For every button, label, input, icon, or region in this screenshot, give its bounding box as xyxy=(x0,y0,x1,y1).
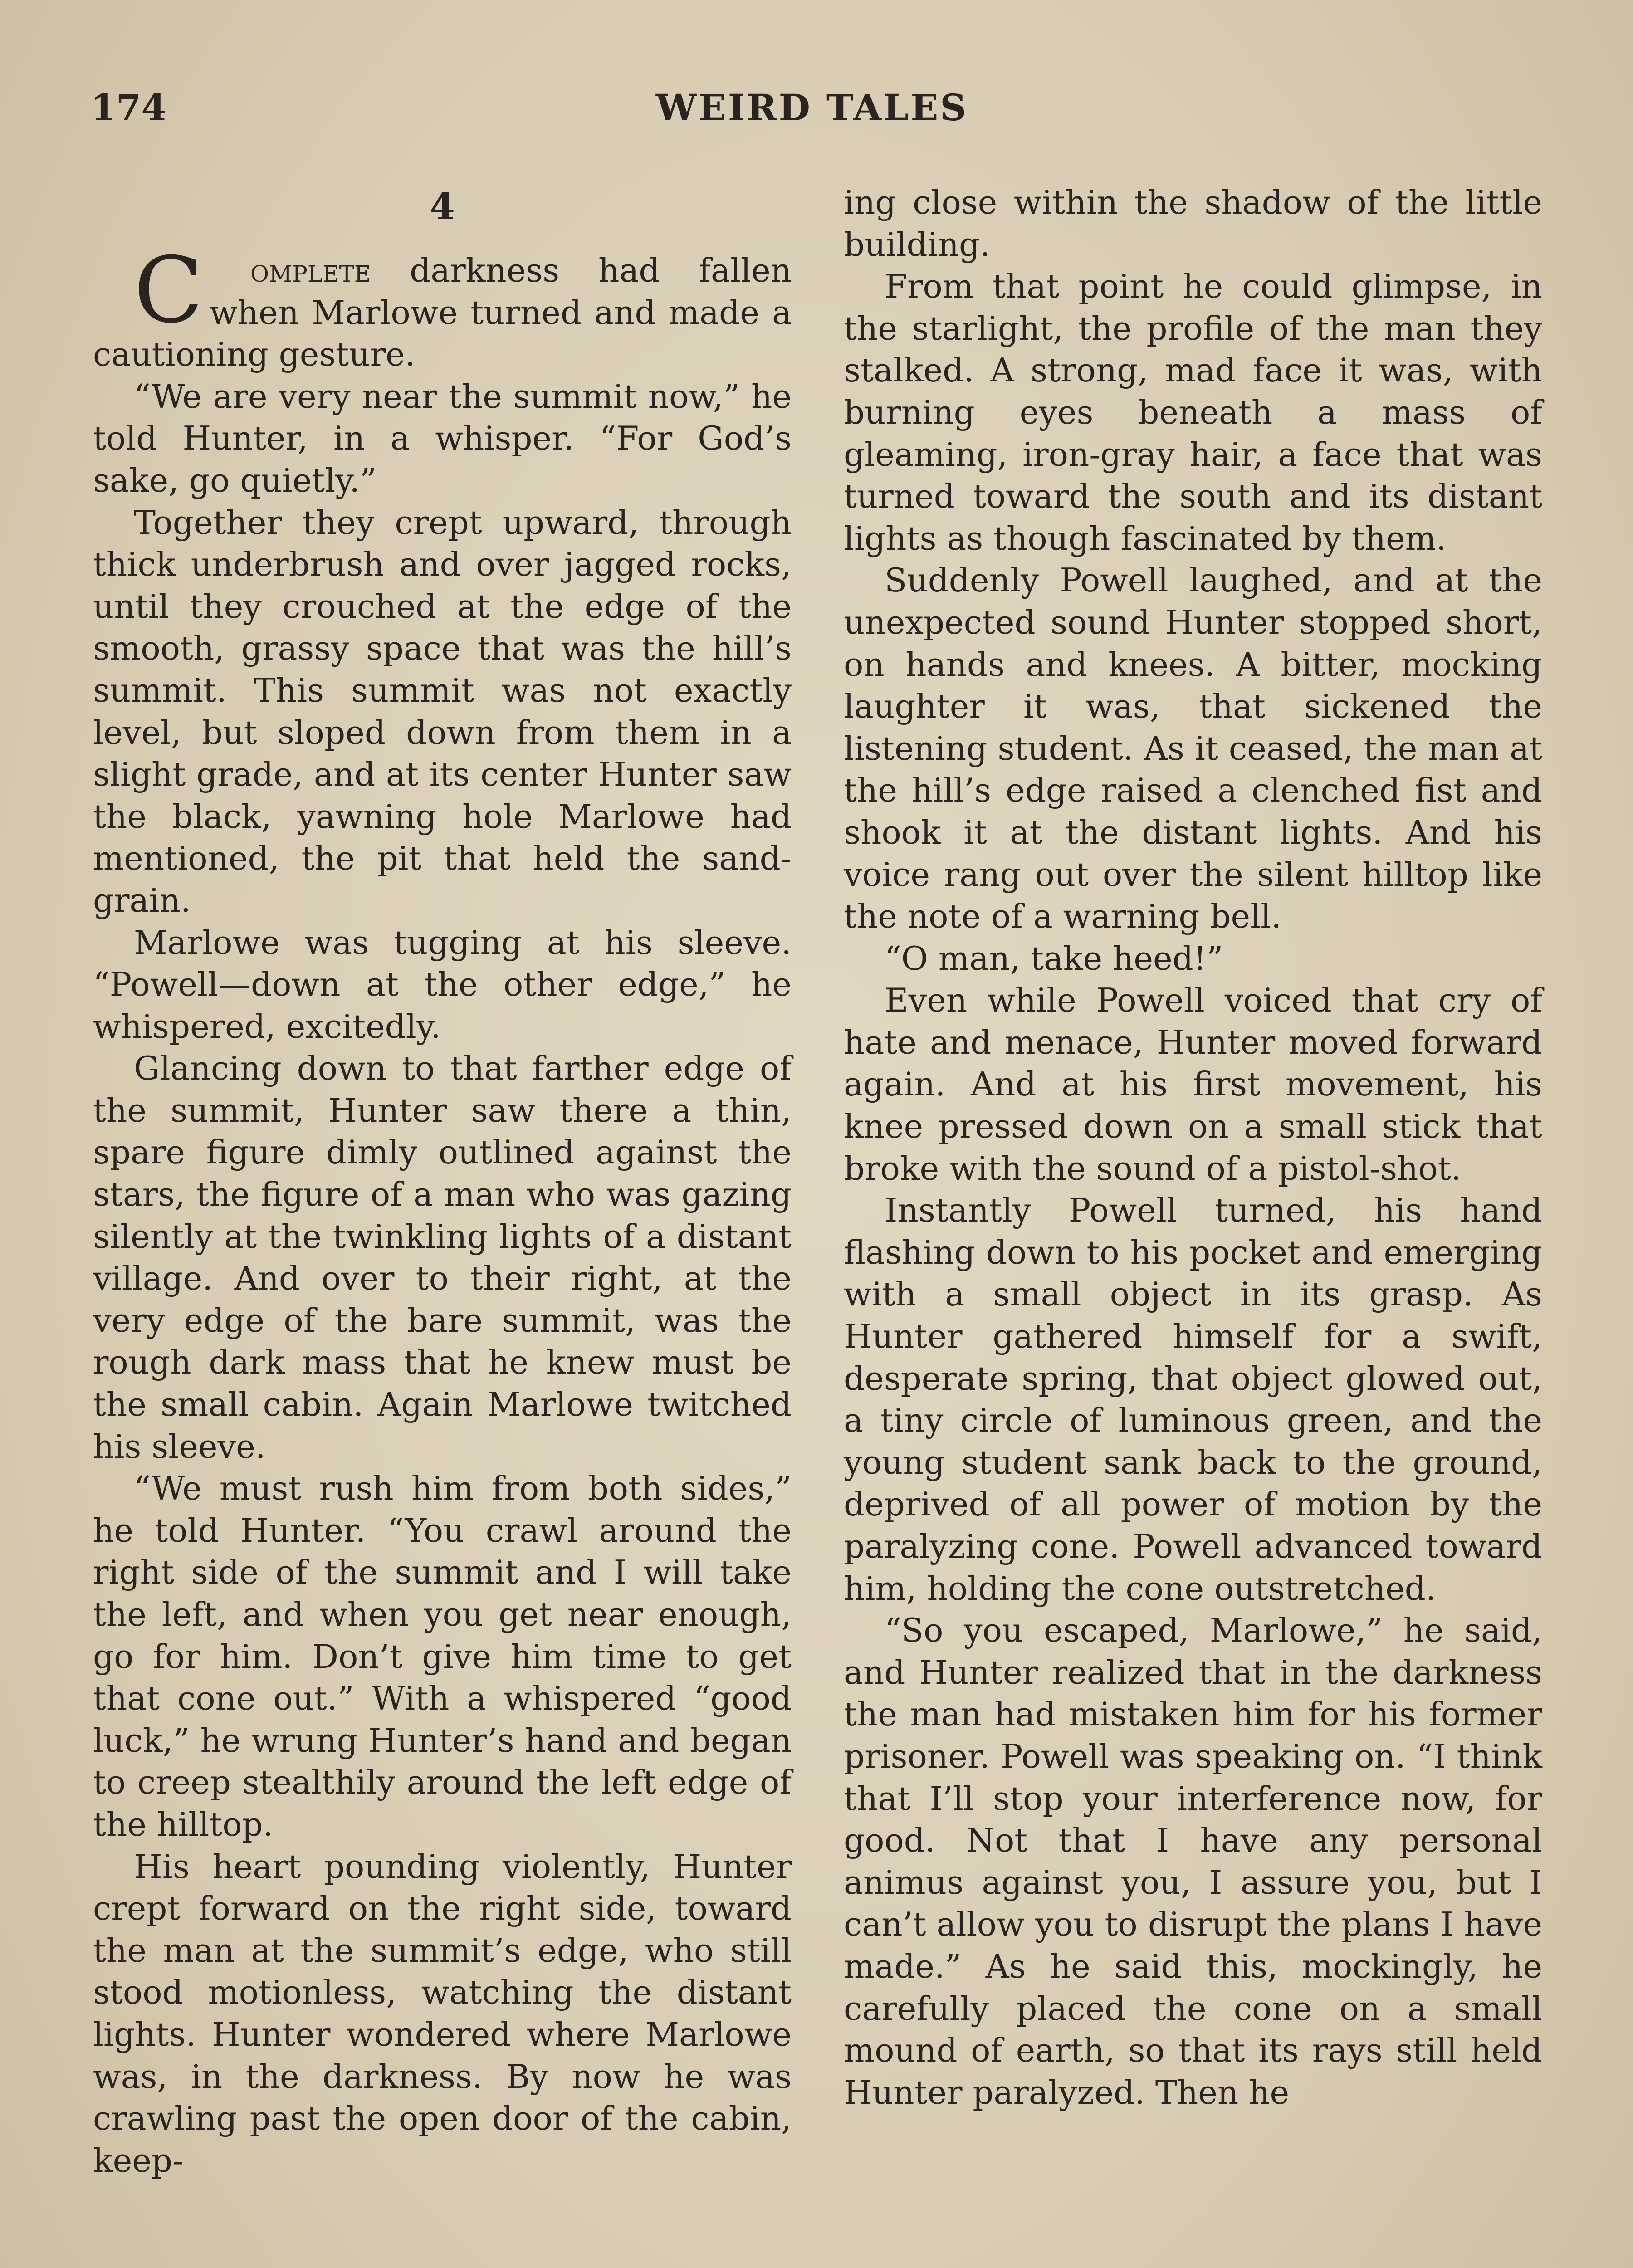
paragraph: Even while Powell voiced that cry of hate and menace, Hunter moved forward again. And at his first movement, his knee pressed down on a small stick that broke with the sound of a pistol-shot. xyxy=(844,981,1542,1188)
opening-smallcaps: omplete xyxy=(250,251,371,289)
left-column xyxy=(93,181,792,2181)
drop-cap: C xyxy=(134,238,204,343)
right-column xyxy=(844,181,1542,2113)
paragraph: From that point he could glimpse, in the starlight, the profile of the man they stalked. A strong, mad face it was, with burning eyes beneath a mass of gleaming, iron-gray hair, a face that was turned toward the south and its distant lights as though fascinated by them. xyxy=(844,267,1542,557)
paragraph: Glancing down to that farther edge of the summit, Hunter saw there a thin, spare figure dimly outlined against the stars, the figure of a man who was gazing silently at the twinkling lights of a distant village. And over to their right, at the very edge of the bare summit, was the rough dark mass that he knew must be the small cabin. Again Marlowe twitched his sleeve. xyxy=(93,1049,792,1466)
paragraph: Together they crept upward, through thick underbrush and over jagged rocks, until they crouched at the edge of the smooth, grassy space that was the hill’s summit. This summit was not exactly level, but sloped down from them in a slight grade, and at its center Hunter saw the black, yawning hole Marlowe had mentioned, the pit that held the sand-grain. xyxy=(93,503,792,919)
paragraph: Instantly Powell turned, his hand flashing down to his pocket and emerging with a small object in its grasp. As Hunter gathered himself for a swift, desperate spring, that object glowed out, a tiny circle of luminous green, and the young student sank back to the ground, deprived of all power of motion by the paralyzing cone. Powell advanced toward him, holding the cone outstretched. xyxy=(844,1191,1542,1608)
paragraph: Marlowe was tugging at his sleeve. “Powell—down at the other edge,” he whispered, excitedly. xyxy=(93,923,792,1046)
paragraph: “O man, take heed!” xyxy=(885,939,1223,978)
opening-text: darkness had fallen when Marlowe turned and made a cautioning gesture. xyxy=(93,251,792,374)
paragraph: “We are very near the summit now,” he told Hunter, in a whisper. “For God’s sake, go quietly.” xyxy=(93,377,792,499)
paragraph: “We must rush him from both sides,” he told Hunter. “You crawl around the right side of the summit and I will take the left, and when you get near enough, go for him. Don’t give him time to get that cone out.” With a whispered “good luck,” he wrung Hunter’s hand and began to creep stealthily around the left edge of the hilltop. xyxy=(93,1469,792,1843)
page-number: 174 xyxy=(91,86,166,129)
opening-paragraph xyxy=(93,238,792,376)
running-head: WEIRD TALES xyxy=(655,86,968,129)
chapter-number: 4 xyxy=(430,185,455,228)
continuation-paragraph: ing close within the shadow of the little building. xyxy=(844,183,1542,264)
page-header xyxy=(91,86,1533,141)
paragraph: His heart pounding violently, Hunter crept forward on the right side, toward the man at the summit’s edge, who still stood motionless, watching the distant lights. Hunter wondered where Marlowe was, in the darkness. By now he was crawling past the open door of the cabin, keep- xyxy=(93,1847,792,2180)
paragraph: “So you escaped, Marlowe,” he said, and Hunter realized that in the darkness the man had mistaken him for his former prisoner. Powell was speaking on. “I think that I’ll stop your interference now, for good. Not that I have any personal animus against you, I assure you, but I can’t allow you to disrupt the plans I have made.” As he said this, mockingly, he carefully placed the cone on a small mound of earth, so that its rays still held Hunter paralyzed. Then he xyxy=(844,1611,1542,2112)
paragraph: Suddenly Powell laughed, and at the unexpected sound Hunter stopped short, on hands and knees. A bitter, mocking laughter it was, that sickened the listening student. As it ceased, the man at the hill’s edge raised a clenched fist and shook it at the distant lights. And his voice rang out over the silent hilltop like the note of a warning bell. xyxy=(844,561,1542,936)
